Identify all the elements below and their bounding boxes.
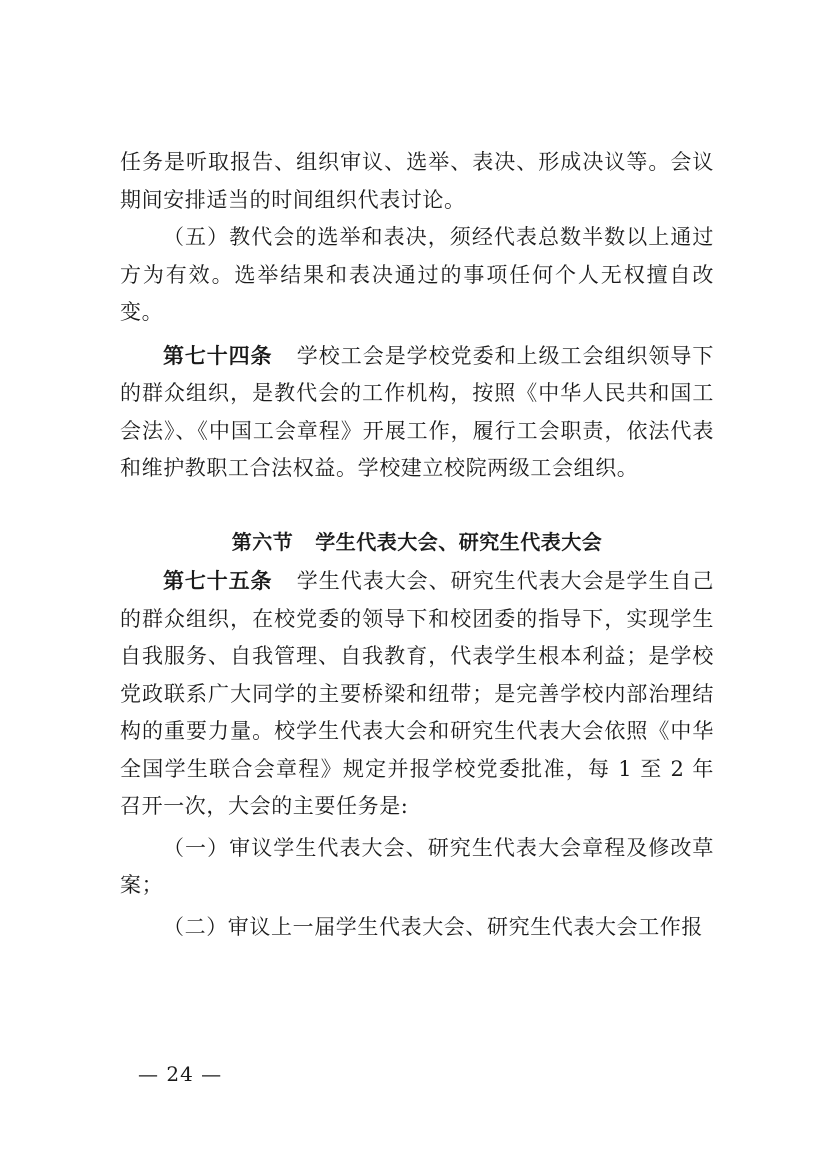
section-name: 学生代表大会、研究生代表大会 — [315, 529, 603, 554]
page-number: — 24 — — [138, 1062, 223, 1086]
section-number: 第六节 — [231, 529, 294, 554]
document-body — [120, 144, 714, 946]
article-74 — [120, 338, 714, 488]
article-75-heading: 第七十五条 — [163, 569, 273, 593]
list-item-1: （一）审议学生代表大会、研究生代表大会章程及修改草案； — [120, 835, 714, 897]
section-title — [120, 524, 714, 562]
paragraph-item-5: （五）教代会的选举和表决，须经代表总数半数以上通过方为有效。选举结果和表决通过的事项任何个人无权擅自改变。 — [120, 225, 714, 324]
article-74-heading: 第七十四条 — [163, 343, 273, 368]
paragraph-continuation: 任务是听取报告、组织审议、选举、表决、形成决议等。会议期间安排适当的时间组织代表讨论。 — [120, 150, 714, 212]
list-item-2: （二）审议上一届学生代表大会、研究生代表大会工作报 — [163, 914, 703, 939]
article-74-body: 学校工会是学校党委和上级工会组织领导下的群众组织，是教代会的工作机构，按照《中华人民共和国工会法》、《中国工会章程》开展工作，履行工会职责，依法代表和维护教职工合法权益。学校建立校院两级工会组织。 — [120, 343, 715, 480]
article-75 — [120, 563, 714, 826]
article-75-body: 学生代表大会、研究生代表大会是学生自己的群众组织，在校党委的领导下和校团委的指导下，实现学生自我服务、自我管理、自我教育，代表学生根本利益；是学校党政联系广大同学的主要桥梁和纽带；是完善学校内部治理结构的重要力量。校学生代表大会和研究生代表大会依照《中华全国学生联合会章程》规定并报学校党委批准，每 1 至 2 年召开一次，大会的主要任务是: — [120, 569, 715, 818]
